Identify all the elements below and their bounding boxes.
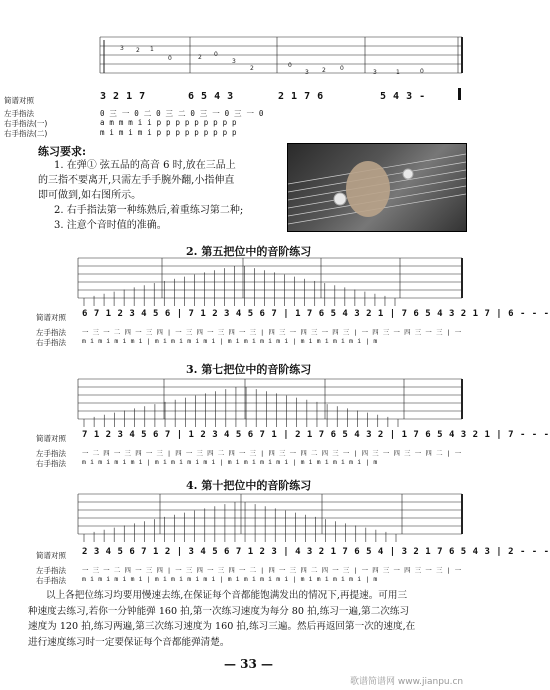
- page-number: — 33 —: [224, 657, 274, 671]
- practice-heading: 练习要求:: [38, 145, 87, 158]
- svg-text:2: 2: [198, 54, 202, 61]
- section-3-right-fingering: m i m i m i m i | m i m i m i m i | m i m i m i m i | m i m i m i m i | m: [82, 458, 378, 466]
- closing-paragraph: [28, 588, 468, 650]
- svg-text:0: 0: [168, 55, 172, 62]
- svg-text:0: 0: [288, 62, 292, 69]
- right-hand-1-label: 右手指法(一): [4, 119, 48, 128]
- section-2-right-label: 右手指法: [36, 338, 66, 347]
- closing-line-1: 以上各把位练习均要用慢速去练,在保证每个音都能饱满发出的情况下,再提速。可用三: [46, 590, 408, 601]
- svg-text:2: 2: [250, 65, 254, 72]
- section-3-title: 3. 第七把位中的音阶练习: [186, 363, 312, 376]
- practice-line-1: 1. 在弹① 弦五品的高音 6 时,放在三品上: [54, 160, 236, 171]
- section-2-jianpu-label: 简谱对照: [36, 313, 66, 322]
- svg-text:2: 2: [322, 67, 326, 74]
- top-measure-3-notes: 2 1 7 6: [278, 91, 324, 102]
- svg-text:3: 3: [305, 69, 309, 76]
- practice-list: [38, 158, 280, 233]
- section-3-right-label: 右手指法: [36, 459, 66, 468]
- section-3-jianpu-label: 简谱对照: [36, 434, 66, 443]
- practice-line-4: 2. 右手指法第一种练熟后,着重练习第二种;: [54, 205, 244, 216]
- section-2-notes: 6 7 1 2 3 4 5 6 | 7 1 2 3 4 5 6 7 | 1 7 6 5 4 3 2 1 | 7 6 5 4 3 2 1 7 | 6 - - -: [82, 309, 550, 319]
- closing-line-4: 进行速度练习时一定要保证每个音都能弹清楚。: [28, 636, 230, 648]
- top-measure-2-notes: 6 5 4 3: [188, 91, 234, 102]
- practice-line-5: 3. 注意个音时值的准确。: [54, 220, 167, 231]
- section-4-left-label: 左手指法: [36, 566, 66, 575]
- svg-text:0: 0: [214, 51, 218, 58]
- top-measure-4-notes: 5 4 3 -: [380, 91, 426, 102]
- section-4-notes: 2 3 4 5 6 7 1 2 | 3 4 5 6 7 1 2 3 | 4 3 2 1 7 6 5 4 | 3 2 1 7 6 5 4 3 | 2 - - -: [82, 547, 550, 557]
- guitar-hand-photo: [287, 143, 467, 232]
- top-left-fingering: 0 三 一 0 二 0 三 二 0 三 一 0 三 一 0: [100, 109, 264, 118]
- section-2-right-fingering: m i m i m i m i | m i m i m i m i | m i m i m i m i | m i m i m i m i | m: [82, 337, 378, 345]
- svg-text:1: 1: [396, 69, 400, 76]
- section-2-left-label: 左手指法: [36, 328, 66, 337]
- closing-line-2: 种速度去练习,若你一分钟能弹 160 拍,第一次练习速度为每分 80 拍,练习一遍,第二次练习: [28, 605, 410, 617]
- section-4-title: 4. 第十把位中的音阶练习: [186, 479, 312, 492]
- practice-line-2: 的三指不要离开,只需左手手腕外翻,小指伸直: [38, 175, 235, 186]
- section-2-left-fingering: 一 三 一 二 四 一 三 四 | 一 三 四 一 三 四 一 三 | 四 三 一 四 三 一 四 三 | 一 四 三 一 四 三 一 三 | 一: [82, 328, 462, 336]
- practice-line-3: 即可做到,如右图所示。: [38, 190, 142, 201]
- top-right2-fingering: m i m i m i p p p p p p p p p: [100, 128, 237, 137]
- closing-line-3: 速度为 120 拍,练习两遍,第三次练习速度为 160 拍,练习三遍。然后再返回第一次的速度,在: [28, 621, 416, 632]
- watermark: 歌谱简谱网 www.jianpu.cn: [350, 677, 464, 687]
- svg-text:1: 1: [150, 46, 154, 53]
- section-3-left-label: 左手指法: [36, 449, 66, 458]
- section-4-left-fingering: 一 三 一 二 四 一 三 四 | 一 三 四 一 三 四 一 二 | 四 一 三 四 二 四 一 三 | 一 四 三 一 四 三 一 三 | 一: [82, 566, 462, 574]
- svg-text:2: 2: [136, 47, 140, 54]
- section-4-right-label: 右手指法: [36, 576, 66, 585]
- section-2-title: 2. 第五把位中的音阶练习: [186, 245, 312, 258]
- svg-text:3: 3: [232, 58, 236, 65]
- svg-text:0: 0: [340, 65, 344, 72]
- section-4-right-fingering: m i m i m i m i | m i m i m i m i | m i m i m i m i | m i m i m i m i | m: [82, 575, 378, 583]
- top-measure-1-notes: 3 2 1 7: [100, 91, 146, 102]
- end-barline: [458, 88, 461, 100]
- top-right1-fingering: a m m m i i p p p p p p p p p: [100, 118, 237, 127]
- section-3-notes: 7 1 2 3 4 5 6 7 | 1 2 3 4 5 6 7 1 | 2 1 7 6 5 4 3 2 | 1 7 6 5 4 3 2 1 | 7 - - -: [82, 430, 550, 440]
- jianpu-label: 简谱对照: [4, 96, 34, 105]
- svg-text:3: 3: [120, 45, 124, 52]
- svg-text:3: 3: [373, 69, 377, 76]
- section-4-jianpu-label: 简谱对照: [36, 551, 66, 560]
- left-hand-label: 左手指法: [4, 109, 34, 118]
- svg-text:0: 0: [420, 68, 424, 75]
- right-hand-2-label: 右手指法(二): [4, 129, 48, 138]
- section-3-left-fingering: 一 二 四 一 三 四 一 三 | 四 一 三 四 二 四 一 三 | 四 三 一 四 二 四 三 一 | 四 三 一 四 三 一 四 二 | 一: [82, 449, 462, 457]
